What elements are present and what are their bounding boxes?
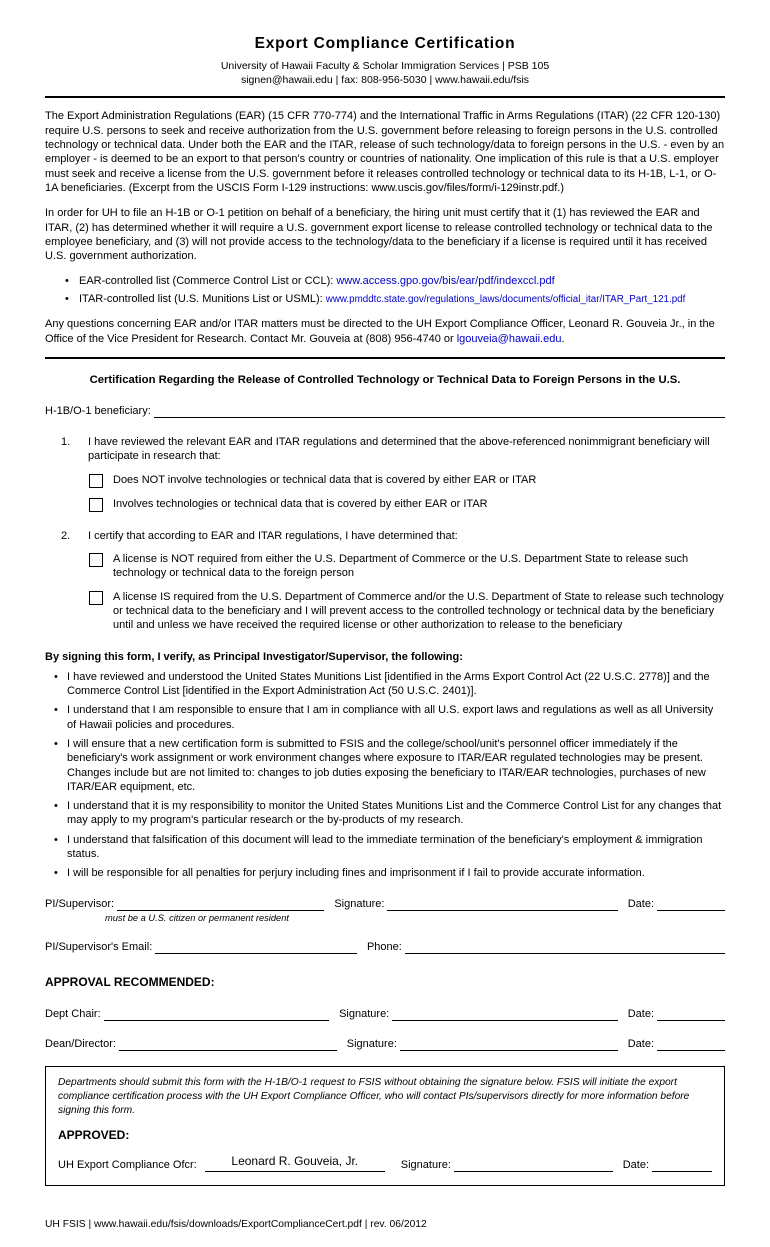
questions-text: Any questions concerning EAR and/or ITAR matters must be directed to the UH Export Compliance Officer, Leonard R. Gouveia Jr., in the Office of the Vice President for Research. Contact Mr. Gouveia at (808) 956-4740 or xyxy=(45,318,715,345)
page-title: Export Compliance Certification xyxy=(254,35,516,52)
doc-subtitle-org: University of Hawaii Faculty & Scholar Immigration Services | PSB 105 xyxy=(220,60,550,73)
checkbox-not-covered[interactable] xyxy=(89,474,103,488)
date-label: Date: xyxy=(627,1007,654,1020)
compliance-officer-row xyxy=(58,1154,712,1172)
dept-chair-row xyxy=(45,1007,725,1021)
certification-heading: Certification Regarding the Release of Controlled Technology or Technical Data to Foreign Persons in the U.S. xyxy=(89,374,681,387)
compliance-officer-label: UH Export Compliance Ofcr: xyxy=(58,1158,197,1171)
officer-date-field[interactable] xyxy=(652,1159,712,1172)
intro-paragraph-2: In order for UH to file an H-1B or O-1 petition on behalf of a beneficiary, the hiring unit must certify that it (1) has reviewed the EAR and ITAR, (2) has determined whether it will require a U.S. government export license to release controlled technology or technical data to the employee beneficiary, and (3) will not provide access to the technology/data to the beneficiary if a license is required until it has received U.S. government authorization. xyxy=(45,207,713,263)
signature-label: Signature: xyxy=(346,1038,397,1051)
list-item xyxy=(54,866,725,880)
bullet-icon: • xyxy=(54,704,58,717)
beneficiary-label: H-1B/O-1 beneficiary: xyxy=(45,404,151,417)
ear-list-label: EAR-controlled list (Commerce Control List or CCL): xyxy=(79,275,337,288)
date-label: Date: xyxy=(627,897,654,910)
dean-director-date-field[interactable] xyxy=(657,1038,725,1051)
pi-phone-field[interactable] xyxy=(405,941,725,954)
date-label: Date: xyxy=(627,1038,654,1051)
list-item xyxy=(65,292,725,307)
dean-director-row xyxy=(45,1037,725,1051)
pi-signature-row xyxy=(45,897,725,911)
verification-statement: I understand that it is my responsibility to monitor the United States Munitions List and the Commerce Control List for any changes that may apply to my program's particular research or the by-products of my research. xyxy=(67,800,722,827)
section-divider xyxy=(45,357,725,359)
option-row xyxy=(89,552,725,581)
signature-label: Signature: xyxy=(400,1158,451,1171)
questions-text-end: . xyxy=(561,332,565,345)
dept-chair-signature-field[interactable] xyxy=(392,1008,617,1021)
bullet-icon: • xyxy=(54,867,58,880)
verification-statement: I will be responsible for all penalties for perjury including fines and imprisonment if I fail to provide accurate information. xyxy=(67,867,645,880)
intro-paragraph-1: The Export Administration Regulations (EAR) (15 CFR 770-774) and the International Traffic in Arms Regulations (ITAR) (22 CFR 120-130) require U.S. persons to seek and receive authorization from the U.S. government before releasing to foreign persons in the U.S. controlled technology or technical data. Under both the EAR and the ITAR, release of such technology/data to foreign persons in the U.S. - even by an employer - is deemed to be an export to that person's country or countries of nationality. One implication of this rule is that a U.S. employer must seek and receive a license from the U.S. government before it releases controlled technology or technical data to its H-1B, L-1, or O-1A beneficiaries. (Excerpt from the USCIS Form I-129 instructions: www.uscis.gov/files/form/i-129instr.pdf.) xyxy=(45,110,725,194)
date-label: Date: xyxy=(622,1158,649,1171)
item-2-number: 2. xyxy=(61,529,71,542)
fsis-instructions-note: Departments should submit this form with the H-1B/O-1 request to FSIS without obtaining the signature below. FSIS will initiate the export compliance certification process with the UH Export Compliance Officer, who will contact PIs/supervisors directly for more information before signing this form. xyxy=(58,1077,690,1116)
dept-chair-field[interactable] xyxy=(104,1008,329,1021)
bullet-icon: • xyxy=(54,800,58,813)
checkbox-license-required[interactable] xyxy=(89,591,103,605)
intro-paragraph-3 xyxy=(45,317,725,346)
pi-contact-row xyxy=(45,940,725,954)
verification-statement: I understand that I am responsible to ensure that I am in compliance with all U.S. export laws and regulations as well as all University of Hawaii policies and procedures. xyxy=(67,704,714,731)
option-covered-label: Involves technologies or technical data that is covered by either EAR or ITAR xyxy=(113,497,488,510)
beneficiary-row xyxy=(45,404,725,418)
footer-text: UH FSIS | www.hawaii.edu/fsis/downloads/ExportComplianceCert.pdf | rev. 06/2012 xyxy=(45,1218,427,1230)
dean-director-signature-field[interactable] xyxy=(400,1038,618,1051)
option-license-required-label: A license IS required from the U.S. Department of Commerce and/or the U.S. Department of State to release such technology or technical data to the beneficiary and I will prevent access to the controlled technology or technical data by the beneficiary until and unless we have received the required license or other authorization to release to the beneficiary xyxy=(113,590,724,632)
item-1-number: 1. xyxy=(61,436,71,449)
pi-citizen-note: must be a U.S. citizen or permanent resident xyxy=(105,912,289,923)
bullet-icon: • xyxy=(54,833,58,846)
beneficiary-field[interactable] xyxy=(154,405,725,418)
list-item xyxy=(65,274,725,288)
itar-list-item xyxy=(79,292,725,307)
ear-ccl-link[interactable]: www.access.gpo.gov/bis/ear/pdf/indexccl.pdf xyxy=(336,275,555,288)
pi-supervisor-label: PI/Supervisor: xyxy=(45,897,115,910)
verification-statement: I will ensure that a new certification form is submitted to FSIS and the college/school/unit's personnel officer immediately if the beneficiary's work assignment or work environment changes where exposure to ITAR/EAR regulated technologies may be present. Changes include but are not limited to: changes to job duties exposing the beneficiary to ITAR/EAR technologies, purchases of new ITAR/EAR equipment, etc. xyxy=(67,737,706,793)
item-2-text: I certify that according to EAR and ITAR regulations, I have determined that: xyxy=(88,529,458,542)
compliance-officer-name: Leonard R. Gouveia, Jr. xyxy=(205,1154,385,1172)
itar-list-label: ITAR-controlled list (U.S. Munitions List or USML): xyxy=(79,292,326,305)
itar-usml-link[interactable]: www.pmddtc.state.gov/regulations_laws/documents/official_itar/ITAR_Part_121.pdf xyxy=(325,293,686,305)
ear-list-item xyxy=(79,274,725,288)
bullet-icon: • xyxy=(54,737,58,750)
signature-label: Signature: xyxy=(334,897,385,910)
bullet-icon: • xyxy=(65,275,69,288)
signature-label: Signature: xyxy=(339,1007,390,1020)
doc-subtitle-contact: signen@hawaii.edu | fax: 808-956-5030 | www.hawaii.edu/fsis xyxy=(240,74,530,87)
list-item xyxy=(54,799,725,828)
list-item xyxy=(54,737,725,794)
approval-recommended-heading: APPROVAL RECOMMENDED: xyxy=(45,975,215,990)
officer-signature-field[interactable] xyxy=(454,1159,613,1172)
doc-header xyxy=(45,34,725,87)
pi-email-field[interactable] xyxy=(155,941,357,954)
verification-statement: I have reviewed and understood the United States Munitions List [identified in the Arms Export Control Act (22 U.S.C. 2778)] and the Commerce Control List [identified in the Export Administration Act (50 U.S.C. 2401)]. xyxy=(67,670,710,698)
option-not-covered-label: Does NOT involve technologies or technical data that is covered by either EAR or ITAR xyxy=(113,473,537,486)
list-item xyxy=(54,833,725,862)
option-row xyxy=(89,590,725,633)
pi-supervisor-field[interactable] xyxy=(117,898,324,911)
dept-chair-label: Dept Chair: xyxy=(45,1007,101,1020)
officer-email-link[interactable]: lgouveia@hawaii.edu xyxy=(456,332,562,345)
option-row xyxy=(89,497,725,512)
numbered-item-2 xyxy=(61,529,725,543)
item-1-text: I have reviewed the relevant EAR and ITAR regulations and determined that the above-referenced nonimmigrant beneficiary will participate in research that: xyxy=(88,436,710,463)
approved-heading: APPROVED: xyxy=(58,1127,130,1142)
verification-statement: I understand that falsification of this document will lead to the immediate termination of the beneficiary's employment & immigration status. xyxy=(67,833,703,860)
verification-heading: By signing this form, I verify, as Principal Investigator/Supervisor, the following: xyxy=(45,651,463,664)
pi-email-label: PI/Supervisor's Email: xyxy=(45,940,153,953)
pi-signature-field[interactable] xyxy=(387,898,617,911)
list-item xyxy=(54,670,725,699)
dean-director-field[interactable] xyxy=(119,1038,337,1051)
dean-director-label: Dean/Director: xyxy=(45,1038,116,1051)
option-license-not-required-label: A license is NOT required from either the U.S. Department of Commerce or the U.S. Department State to release such technology or technical data to the foreign person xyxy=(113,552,689,580)
header-divider xyxy=(45,96,725,98)
dept-chair-date-field[interactable] xyxy=(657,1008,725,1021)
phone-label: Phone: xyxy=(366,940,402,953)
option-row xyxy=(89,473,725,488)
list-item xyxy=(54,703,725,732)
numbered-item-1 xyxy=(61,435,725,464)
checkbox-license-not-required[interactable] xyxy=(89,553,103,567)
checkbox-covered[interactable] xyxy=(89,498,103,512)
bullet-icon: • xyxy=(54,670,58,683)
fsis-approval-box xyxy=(45,1066,725,1185)
bullet-icon: • xyxy=(65,292,69,305)
pi-date-field[interactable] xyxy=(657,898,725,911)
